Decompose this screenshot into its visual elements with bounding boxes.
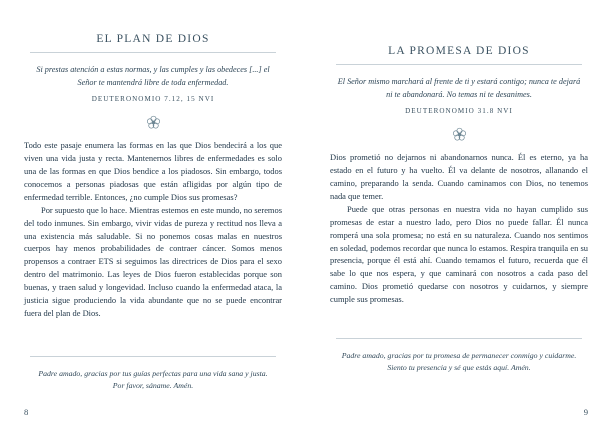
page-title: LA PROMESA DE DIOS [388,45,530,57]
page-number: 9 [583,407,588,417]
prayer-text: Padre amado, gracias por tu promesa de permanecer conmigo y cuidarme. Siento tu presencia y sé que estás aquí. Amén. [341,351,577,372]
page-right [306,0,612,432]
scripture-citation: DEUTERONOMIO 31.8 NVI [405,107,513,116]
scripture-citation: DEUTERONOMIO 7.12, 15 NVI [91,95,215,104]
prayer-text: Padre amado, gracias por tus guías perfectas para una vida sana y justa. Por favor, sáname. Amén. [38,369,268,390]
body-paragraph: Dios prometió no dejarnos ni abandonarnos nunca. Él es eterno, ya ha estado en el futuro y ha vuelto. Él va delante de nosotros, allanando el camino, preparando la senda. Cuando caminamos con Dios, no tenemos nada que temer. [330,152,588,201]
body-copy [24,139,282,320]
title-divider-rule [30,52,276,53]
prayer-block [24,356,282,392]
body-copy [330,151,588,306]
page-left-content-area [24,0,282,432]
scripture-quote: El Señor mismo marchará al frente de ti y estará contigo; nunca te dejará ni te abandonará. No temas ni te desanimes. [337,77,581,99]
scripture-quote: Si prestas atención a estas normas, y las cumples y las obedeces [...] el Señor te mantendrá libre de toda enfermedad. [36,65,270,87]
prayer-block [330,338,588,374]
prayer-divider-rule [336,338,582,339]
title-divider-rule [336,64,582,65]
body-paragraph: Puede que otras personas en nuestra vida no hayan cumplido sus promesas de estar a nuestro lado, pero Dios no puede fallar. Él nunca romperá una sola promesa; no está en su naturaleza. Cuando nos sentimos en soledad, podemos recordar que nunca lo estamos. Respira tranquila en su presencia, porque él está ahí. Cuando temamos el futuro, recuerda que él sabe lo que nos espera, y que caminará con nosotros a cada paso del camino. Dios prometió quedarse con nosotros y cuidarnos, y siempre cumple sus promesas. [330,203,588,305]
floral-rosette-ornament [24,113,282,131]
prayer-divider-rule [30,356,276,357]
page-right-content-area [330,0,588,432]
page-number: 8 [24,407,29,417]
page-title: EL PLAN DE DIOS [96,33,210,45]
body-paragraph: Todo este pasaje enumera las formas en las que Dios bendecirá a los que viven una vida justa y recta. Mantenernos libres de enfermedades es solo una de las formas en que Dios bendice a los piadosos. Sin embargo, todos conocemos a personas piadosas que están afligidas por algún tipo de enfermedad terrible. Entonces, ¿no cumple Dios sus promesas? [24,140,282,202]
body-paragraph: Por supuesto que lo hace. Mientras estemos en este mundo, no seremos del todo inmunes. Sin embargo, vivir vidas de pureza y rectitud nos lleva a una existencia más saludable. Si no ponemos cosas malas en nuestros cuerpos hay menos probabilidades de contraer cáncer. Somos menos propensos a contraer ETS si seguimos las directrices de Dios para el sexo dentro del matrimonio. Las leyes de Dios fueron establecidas porque son buenas, y traen salud y longevidad. Incluso cuando la enfermedad ataca, la justicia sigue produciendo la vida abundante que no se puede encontrar fuera del plan de Dios. [24,204,282,318]
floral-rosette-ornament [330,125,588,143]
